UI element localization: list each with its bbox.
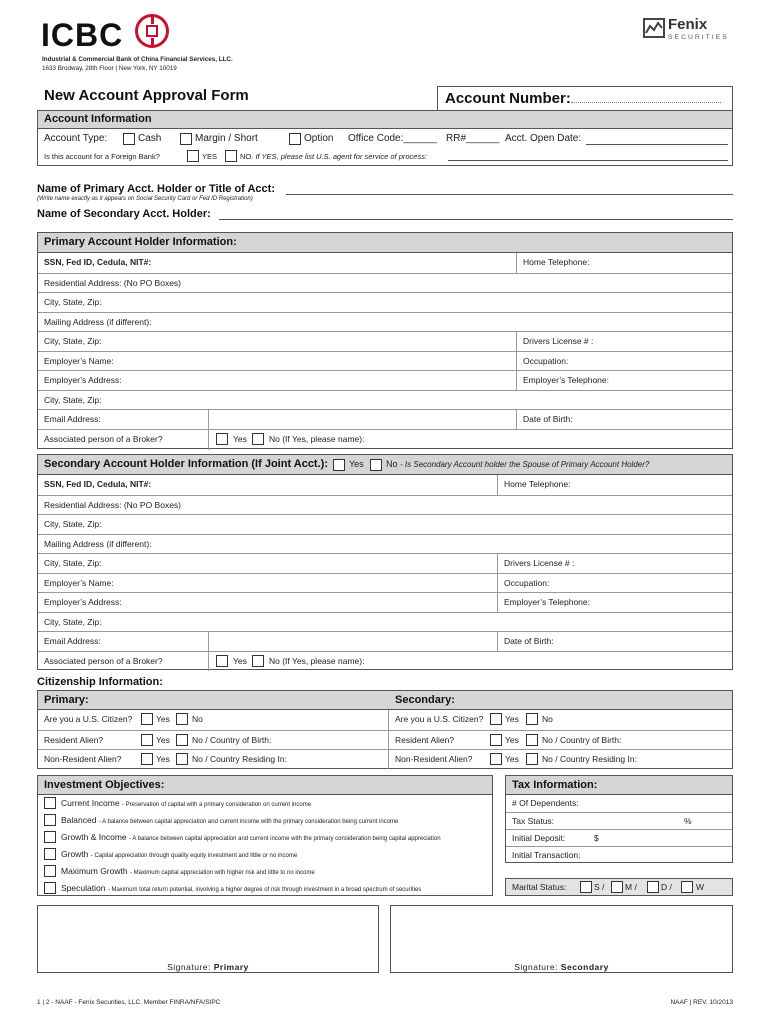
secondary-name-field[interactable] — [219, 219, 733, 220]
investment-checkbox[interactable] — [44, 882, 56, 894]
s-csz3-label: City, State, Zip: — [44, 617, 102, 627]
secondary-holder-section — [37, 454, 733, 670]
p-broker-no-label: No (If Yes, please name): — [269, 434, 365, 444]
investment-desc: - A balance between capital appreciation and current income with the primary consideration being current income — [98, 819, 399, 825]
primary-name-field[interactable] — [286, 194, 733, 195]
s-res-alien-no-checkbox[interactable] — [526, 734, 538, 746]
p-emp-addr-label: Employer’s Address: — [44, 375, 122, 385]
cash-label: Cash — [138, 133, 162, 144]
secondary-name-label: Name of Secondary Acct. Holder: — [37, 208, 211, 220]
p-broker-yes-label: Yes — [233, 434, 247, 444]
p-res-addr-label: Residential Address: (No PO Boxes) — [44, 278, 182, 288]
investment-name: Growth & Income — [61, 832, 127, 842]
foreign-no-checkbox[interactable] — [225, 150, 237, 162]
cit-secondary-label: Secondary: — [395, 694, 455, 706]
bank-name: Industrial & Commercial Bank of China Financial Services, LLC. — [42, 56, 233, 63]
s-home-tel-label: Home Telephone: — [504, 479, 571, 489]
s-broker-yes-label: Yes — [233, 656, 247, 666]
primary-signature-role: Primary — [213, 962, 249, 972]
p-nonres-question: Non-Resident Alien? — [44, 754, 122, 764]
investment-item[interactable] — [38, 812, 492, 829]
p-occupation-label: Occupation: — [523, 356, 569, 366]
s-employer-label: Employer’s Name: — [44, 578, 114, 588]
p-nonres-yes-label: Yes — [156, 754, 170, 764]
primary-name-note: (Write name exactly as it appears on Social Security Card or Fed ID Registration) — [37, 196, 253, 202]
s-mail-addr-label: Mailing Address (if different): — [44, 539, 152, 549]
account-number-field[interactable] — [437, 86, 733, 111]
account-number-label: Account Number: — [445, 90, 571, 107]
s-nonres-question: Non-Resident Alien? — [395, 754, 473, 764]
s-joint-yes-checkbox[interactable] — [333, 459, 345, 471]
p-csz2-label: City, State, Zip: — [44, 336, 102, 346]
p-res-alien-yes-checkbox[interactable] — [141, 734, 153, 746]
s-us-yes-checkbox[interactable] — [490, 713, 502, 725]
s-csz1-label: City, State, Zip: — [44, 519, 102, 529]
open-date-field[interactable] — [586, 144, 728, 145]
marital-m-checkbox[interactable] — [611, 881, 623, 893]
s-broker-no-label: No (If Yes, please name): — [269, 656, 365, 666]
marital-d-label: D / — [661, 882, 672, 892]
investment-name: Growth — [61, 849, 89, 859]
investment-checkbox[interactable] — [44, 865, 56, 877]
foreign-no-label — [240, 152, 427, 161]
s-us-no-label: No — [542, 714, 553, 724]
account-info-section — [37, 110, 733, 166]
p-home-tel-label: Home Telephone: — [523, 257, 590, 267]
p-employer-label: Employer’s Name: — [44, 356, 114, 366]
primary-signature-box[interactable] — [37, 905, 379, 973]
marital-s-label: S / — [594, 882, 605, 892]
s-nonres-no-checkbox[interactable] — [526, 753, 538, 765]
tax-dollar-sign: $ — [594, 833, 599, 843]
marital-section — [505, 878, 733, 896]
secondary-signature-role: Secondary — [560, 962, 609, 972]
s-us-yes-label: Yes — [505, 714, 519, 724]
p-drivers-label: Drivers License # : — [523, 336, 594, 346]
tax-section — [505, 775, 733, 863]
s-joint-yes-label: Yes — [349, 459, 364, 469]
p-dob-label: Date of Birth: — [523, 414, 573, 424]
primary-holder-section — [37, 232, 733, 449]
primary-name-label: Name of Primary Acct. Holder or Title of Acct: — [37, 183, 275, 195]
p-nonres-no-label: No / Country Residing In: — [192, 754, 287, 764]
investment-checkbox[interactable] — [44, 814, 56, 826]
s-occupation-label: Occupation: — [504, 578, 550, 588]
tax-status-label: Tax Status: — [512, 816, 555, 826]
s-emp-tel-label: Employer’s Telephone: — [504, 597, 591, 607]
citizenship-section — [37, 690, 733, 769]
s-res-alien-question: Resident Alien? — [395, 735, 455, 745]
s-emp-addr-label: Employer’s Address: — [44, 597, 122, 607]
marital-d-checkbox[interactable] — [647, 881, 659, 893]
s-nonres-no-label: No / Country Residing In: — [542, 754, 637, 764]
investment-name: Balanced — [61, 815, 97, 825]
s-spouse-no-checkbox[interactable] — [370, 459, 382, 471]
investment-section — [37, 775, 493, 896]
investment-checkbox[interactable] — [44, 831, 56, 843]
marital-m-label: M / — [625, 882, 637, 892]
primary-signature-caption — [38, 962, 378, 972]
foreign-yes-checkbox[interactable] — [187, 150, 199, 162]
investment-desc: - Maximum total return potential, involving a higher degree of risk through investment in a broad spectrum of securities — [107, 887, 422, 893]
foreign-no-prefix: NO. — [240, 152, 254, 161]
p-us-question: Are you a U.S. Citizen? — [44, 714, 133, 724]
primary-holder-heading: Primary Account Holder Information: — [38, 233, 732, 253]
p-nonres-yes-checkbox[interactable] — [141, 753, 153, 765]
investment-heading: Investment Objectives: — [38, 776, 492, 795]
p-res-alien-no-label: No / Country of Birth: — [192, 735, 272, 745]
investment-checkbox[interactable] — [44, 848, 56, 860]
s-res-alien-yes-label: Yes — [505, 735, 519, 745]
icbc-emblem-icon — [135, 14, 169, 48]
s-drivers-label: Drivers License # : — [504, 558, 575, 568]
s-spouse-no-label — [386, 459, 649, 469]
s-broker-yes-checkbox[interactable] — [216, 655, 228, 667]
us-agent-field[interactable] — [448, 160, 728, 161]
tax-heading: Tax Information: — [506, 776, 732, 795]
bank-address: 1633 Brodway, 28th Floor | New York, NY 10019 — [42, 65, 177, 72]
investment-desc: - A balance between capital appreciation and current income with the primary consideration being capital appreciation — [129, 836, 441, 842]
investment-item[interactable] — [38, 863, 492, 880]
s-res-alien-yes-checkbox[interactable] — [490, 734, 502, 746]
p-broker-yes-checkbox[interactable] — [216, 433, 228, 445]
p-res-alien-question: Resident Alien? — [44, 735, 104, 745]
s-broker-no-checkbox[interactable] — [252, 655, 264, 667]
p-csz3-label: City, State, Zip: — [44, 395, 102, 405]
investment-name: Current Income — [61, 798, 120, 808]
s-us-question: Are you a U.S. Citizen? — [395, 714, 484, 724]
fenix-sub: SECURITIES — [668, 34, 729, 41]
s-res-addr-label: Residential Address: (No PO Boxes) — [44, 500, 182, 510]
tax-percent-sign: % — [684, 816, 692, 826]
investment-desc: - Maximum capital appreciation with higher risk and little to no income — [129, 870, 315, 876]
marital-w-label: W — [696, 882, 705, 892]
s-nonres-yes-checkbox[interactable] — [490, 753, 502, 765]
tax-deposit-label: Initial Deposit: — [512, 833, 566, 843]
cash-checkbox[interactable] — [123, 133, 135, 145]
account-type-label: Account Type: — [44, 133, 108, 144]
s-dob-label: Date of Birth: — [504, 636, 554, 646]
investment-item[interactable] — [38, 880, 492, 897]
s-res-alien-no-label: No / Country of Birth: — [542, 735, 622, 745]
investment-desc: - Preservation of capital with a primary consideration on current income — [121, 802, 312, 808]
icbc-logo: ICBC — [41, 17, 124, 53]
p-us-yes-checkbox[interactable] — [141, 713, 153, 725]
p-emp-tel-label: Employer’s Telephone: — [523, 375, 610, 385]
primary-signature-label: Signature: — [167, 962, 211, 972]
option-label: Option — [304, 133, 334, 144]
secondary-heading-text: Secondary Account Holder Information (If Joint Acct.): — [44, 458, 328, 470]
s-ssn-label: SSN, Fed ID, Cedula, NIT#: — [44, 479, 152, 489]
s-nonres-yes-label: Yes — [505, 754, 519, 764]
p-mail-addr-label: Mailing Address (if different): — [44, 317, 152, 327]
foreign-no-note: If YES, please list U.S. agent for service of process: — [255, 152, 428, 161]
foreign-bank-question: Is this account for a Foreign Bank? — [44, 152, 160, 161]
s-csz2-label: City, State, Zip: — [44, 558, 102, 568]
p-us-no-checkbox[interactable] — [176, 713, 188, 725]
secondary-signature-caption — [391, 962, 732, 972]
margin-label: Margin / Short — [195, 133, 258, 144]
investment-checkbox[interactable] — [44, 797, 56, 809]
p-email-label: Email Address: — [44, 414, 101, 424]
marital-label: Marital Status: — [512, 882, 567, 892]
s-spouse-question: - Is Secondary Account holder the Spouse of Primary Account Holder? — [400, 460, 650, 469]
p-res-alien-no-checkbox[interactable] — [176, 734, 188, 746]
p-res-alien-yes-label: Yes — [156, 735, 170, 745]
marital-s-checkbox[interactable] — [580, 881, 592, 893]
investment-name: Maximum Growth — [61, 866, 128, 876]
cit-primary-label: Primary: — [44, 694, 89, 706]
marital-w-checkbox[interactable] — [681, 881, 693, 893]
investment-item[interactable] — [38, 846, 492, 863]
foreign-yes-label: YES — [202, 152, 218, 161]
p-us-no-label: No — [192, 714, 203, 724]
tax-dependents-label: # Of Dependents: — [512, 798, 579, 808]
office-code-field[interactable]: Office Code:______ — [348, 133, 437, 144]
tax-transaction-label: Initial Transaction: — [512, 850, 581, 860]
s-broker-label: Associated person of a Broker? — [44, 656, 163, 666]
footer-right: NAAF | REV. 10/2013 — [670, 999, 733, 1006]
account-info-heading: Account Information — [38, 111, 732, 129]
p-ssn-label: SSN, Fed ID, Cedula, NIT#: — [44, 257, 152, 267]
p-csz1-label: City, State, Zip: — [44, 297, 102, 307]
p-broker-no-checkbox[interactable] — [252, 433, 264, 445]
rr-field[interactable]: RR#______ — [446, 133, 500, 144]
fenix-name: Fenix — [668, 16, 708, 33]
secondary-signature-box[interactable] — [390, 905, 733, 973]
fenix-chart-icon — [643, 18, 665, 38]
bank-info — [42, 55, 233, 73]
investment-name: Speculation — [61, 883, 106, 893]
s-email-label: Email Address: — [44, 636, 101, 646]
p-nonres-no-checkbox[interactable] — [176, 753, 188, 765]
form-title: New Account Approval Form — [44, 87, 249, 104]
investment-item[interactable] — [38, 795, 492, 812]
citizenship-header-row — [38, 691, 732, 710]
s-us-no-checkbox[interactable] — [526, 713, 538, 725]
p-us-yes-label: Yes — [156, 714, 170, 724]
p-broker-label: Associated person of a Broker? — [44, 434, 163, 444]
s-spouse-no-text: No — [386, 459, 398, 469]
citizenship-heading: Citizenship Information: — [37, 676, 163, 688]
open-date-label: Acct. Open Date: — [505, 133, 582, 144]
investment-item[interactable] — [38, 829, 492, 846]
margin-checkbox[interactable] — [180, 133, 192, 145]
option-checkbox[interactable] — [289, 133, 301, 145]
investment-desc: - Capital appreciation through quality equity investment and little or no income — [90, 853, 298, 859]
footer-left: 1 | 2 - NAAF - Fenix Securities, LLC. Member FINRA/NFA/SIPC — [37, 999, 221, 1006]
secondary-signature-label: Signature: — [514, 962, 558, 972]
